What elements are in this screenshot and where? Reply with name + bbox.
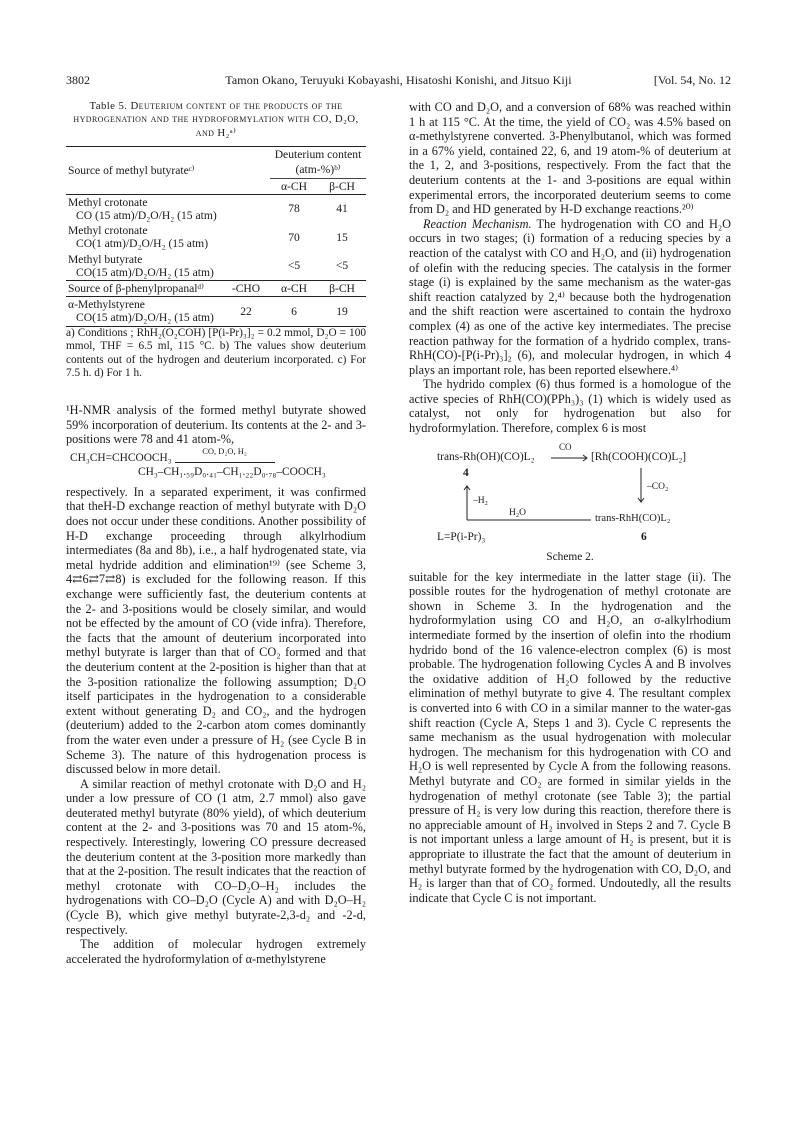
paragraph xyxy=(409,217,731,378)
hydrido-complex: trans-RhH(CO)L₂ xyxy=(595,512,671,524)
h2o-label: H₂O xyxy=(509,507,527,518)
paragraph: suitable for the key intermediate in the latter stage (ii). The possible routes for the hydrogenation of methyl crotonate are shown in Scheme 3. In the hydrogenation and the hydroformylation using CO and H₂O, an σ-alkylrhodium intermediate formed by the insertion of olefin into the rhodium hydrido bond of the 16 valence-electron complex (6) is most probable. The hydrogenation following Cycles A and B involves the oxidative addition of H₂O followed by the reductive elimination of methyl butyrate to give 4. The resultant complex is converted into 6 with CO in a similar manner to the water-gas shift reaction (Cycle A, Steps 1 and 3). Cycle C represents the same mechanism as the usual hydrogenation with molecular hydrogen. The mechanism for this hydrogenation with CO and H₂O is well represented by Cycle A from the following reasons. Methyl butyrate and CO₂ are formed in similar yields in the hydrogenation of methyl crotonate (see Table 3); the partial pressure of H₂ is very low during this reaction, therefore there is no appreciable amount of H₂ involved in Steps 2 and 7. Cycle B is not important unless a large amount of H₂ is present, but it is appropriate to illustrate the fact that the amount of deuterium in methyl butyrate formed by the hydrogenation with CO, D₂O, and H₂ is larger than that of CO₂ formed. Undoutedly, all the results indicate that Cycle C is not important. xyxy=(409,569,731,905)
table-footnote: a) Conditions ; RhH₂(O₂COH) [P(i-Pr)₃]₂ = 0.2 mmol, D₂O = 100 mmol, THF = 6.5 ml, 115 °C. b) The values show deuterium contents out of the hydrogen and deuterium incorporated. c) For 7.5 h. d) For 1 h. xyxy=(66,326,366,380)
reaction-arrow xyxy=(175,445,275,463)
table-row-3 xyxy=(66,252,270,280)
row-compound: Methyl crotonate xyxy=(68,195,148,209)
table-row-1 xyxy=(66,194,270,223)
row-alpha-value: 78 xyxy=(270,194,318,223)
row-cho-value: 22 xyxy=(222,297,270,326)
co-label: CO xyxy=(559,441,572,452)
header2-cho: -CHO xyxy=(222,281,270,297)
table-row-4 xyxy=(66,297,222,326)
row-compound: Methyl butyrate xyxy=(68,252,143,266)
volume-info: [Vol. 54, No. 12 xyxy=(653,73,731,87)
paragraph: The addition of molecular hydrogen extremely accelerated the hydroformylation of α-methylstyrene xyxy=(66,937,366,966)
carboxy-complex: [Rh(COOH)(CO)L₂] xyxy=(591,450,687,463)
scheme-2 xyxy=(409,442,731,570)
compound-number: 4 xyxy=(463,466,469,479)
left-column xyxy=(66,100,366,966)
author-line: Tamon Okano, Teruyuki Kobayashi, Hisatoshi Konishi, and Jitsuo Kiji xyxy=(225,73,572,87)
page-number: 3802 xyxy=(66,73,90,87)
scheme-caption: Scheme 2. xyxy=(546,550,594,563)
table-label: Table 5. xyxy=(89,100,128,112)
row-beta-value: <5 xyxy=(335,259,349,273)
hydroxo-complex: trans-Rh(OH)(CO)L₂ xyxy=(437,450,535,463)
table-title-text: Deuterium content of the products of the hydrogenation and the hydroformylation with CO, D₂O, and H₂ᵃ⁾ xyxy=(73,100,359,139)
header2-beta: β-CH xyxy=(318,281,366,297)
right-column xyxy=(409,100,731,905)
equation-reactant: CH₃CH=CHCOOCH₃ xyxy=(70,451,172,464)
paragraph: The hydrido complex (6) thus formed is a homologue of the active species of RhH(CO)(PPh₃)₃ (1) which is widely used as catalyst, not only for hydrogenation but also for hydroformylation. Therefore, complex 6 is most xyxy=(409,377,731,436)
header2-alpha: α-CH xyxy=(270,281,318,297)
equation-product: CH₃–CH₁.₅₉D₀.₄₁–CH₁.₂₂D₀.₇₈–COOCH₃ xyxy=(138,465,326,478)
header-deuterium: Deuterium content xyxy=(270,147,366,163)
row-conditions: CO(15 atm)/D₂O/H₂ (15 atm) xyxy=(76,265,214,279)
row-compound: Methyl crotonate xyxy=(68,224,148,238)
deuterium-table xyxy=(66,146,366,280)
col-beta: β-CH xyxy=(329,179,355,193)
arrow-label: CO, D₂O, H₂ xyxy=(202,445,247,456)
minus-co2-label: –CO₂ xyxy=(647,481,669,492)
equation xyxy=(66,445,366,479)
row-conditions: CO (15 atm)/D₂O/H₂ (15 atm) xyxy=(76,209,217,223)
table-caption xyxy=(66,100,366,140)
compound-number: 6 xyxy=(641,530,647,543)
row-alpha-value: <5 xyxy=(287,259,301,273)
paragraph: A similar reaction of methyl crotonate with D₂O and H₂ under a low pressure of CO (1 atm, 2.7 mmol) also gave deuterated methyl butyrate (80% yield), of which deuterium content at the 2- and 3-positions was 70 and 15 atom-%, respectively. Interestingly, lowering CO pressure decreased the deuterium content at the 3-position more markedly than that at the 2-position. The result indicates that the reaction of methyl crotonate with CO–D₂O–H₂ includes the hydrogenations with CO–D₂O (Cycle A) and with D₂O–H₂ (Cycle B), which give methyl butyrate-2,3-d₂ and -2-d, respectively. xyxy=(66,776,366,937)
ligand-definition: L=P(i-Pr)₃ xyxy=(437,530,486,543)
row-compound: α-Methylstyrene xyxy=(68,298,145,312)
table-row-2 xyxy=(66,223,270,251)
header-source: Source of methyl butyrateᶜ⁾ xyxy=(66,147,270,195)
minus-h2-label: –H₂ xyxy=(473,495,488,506)
paragraph: respectively. In a separated experiment, it was confirmed that theH-D exchange reaction of methyl butyrate with D₂O does not occur under these conditions. Another possibility of H-D exchange proceeding through alkylrhodium intermediates (8a and 8b), i.e., a half hydrogenated state, via metal hydride addition and elimination¹⁹⁾ (see Scheme 3, 4⇄6⇄7⇄8) is excluded for the following reason. If this exchange were sufficiently fast, the deuterium contents at the 2- and 3-positions would be closely similar, and would not be effected by the amount of CO (vide infra). Therefore, the facts that the amount of deuterium incorporated into methyl butyrate is larger than that of CO₂ formed and that the deuterium content at the 2-position is higher than that at the 3-position rationalize the following assumption; D₂O itself participates in the hydrogenation to a considerable extent without generating D₂ and CO₂, and the hydrogen (deuterium) added to the 2-carbon atom comes dominantly from the water even under a pressure of H₂ (see Cycle B in Scheme 3). The nature of this hydrogenation process is discussed below in more detail. xyxy=(66,484,366,777)
row-conditions: CO(15 atm)/D₂O/H₂ (15 atm) xyxy=(76,311,214,325)
row-alpha-value: 6 xyxy=(270,297,318,326)
header2-source: Source of β-phenylpropanalᵈ⁾ xyxy=(66,281,222,297)
row-beta-value: 15 xyxy=(336,230,348,244)
section-heading: Reaction Mechanism. xyxy=(423,216,532,231)
col-alpha: α-CH xyxy=(280,179,308,193)
row-beta-value: 19 xyxy=(318,297,366,326)
row-alpha-value: 70 xyxy=(288,230,300,244)
running-head xyxy=(66,72,731,88)
paragraph: ¹H-NMR analysis of the formed methyl butyrate showed 59% incorporation of deuterium. Its contents at the 2- and 3-positions were 78 and 41 atom-%, xyxy=(66,403,366,447)
row-beta-value: 41 xyxy=(318,194,366,223)
paragraph: with CO and D₂O, and a conversion of 68% was reached within 1 h at 115 °C. At the time, the yield of CO₂ was 4.5% based on α-methylstyrene converted. 3-Phenylbutanol, which was formed in a 67% yield, contained 22, 6, and 19 atom-% of deuterium at the 1, 2, and 3-positions, respectively. From the fact that the deuterium contents at the 1- and 3-positions are equal within experimental errors, the incorporated deuterium seems to come from D₂ and HD generated by H-D exchange reactions.²⁰⁾ xyxy=(409,100,731,217)
header-units: (atm-%)ᵇ⁾ xyxy=(270,162,366,178)
paragraph-text: The hydrogenation with CO and H₂O occurs in two stages; (i) formation of a reducing species by a reaction of the catalyst with CO and H₂O, and (ii) hydrogenation of olefin with the reducing species. The catalysis in the former stage (i) is explained by the same mechanism as the water-gas shift reaction catalyzed by 2,⁴⁾ because both the hydrogenation and the shift reaction were ascertained to contain the hydroxo complex (4) as one of the active key intermediates. The precise reaction pathway for the formation of a hydrido complex, trans-RhH(CO)-[P(i-Pr)₃]₂ (6), and molecular hydrogen, in which 4 plays an important role, has been reported elsewhere.⁴⁾ xyxy=(409,216,731,377)
deuterium-table-part2 xyxy=(66,280,366,327)
row-conditions: CO(1 atm)/D₂O/H₂ (15 atm) xyxy=(76,237,209,251)
